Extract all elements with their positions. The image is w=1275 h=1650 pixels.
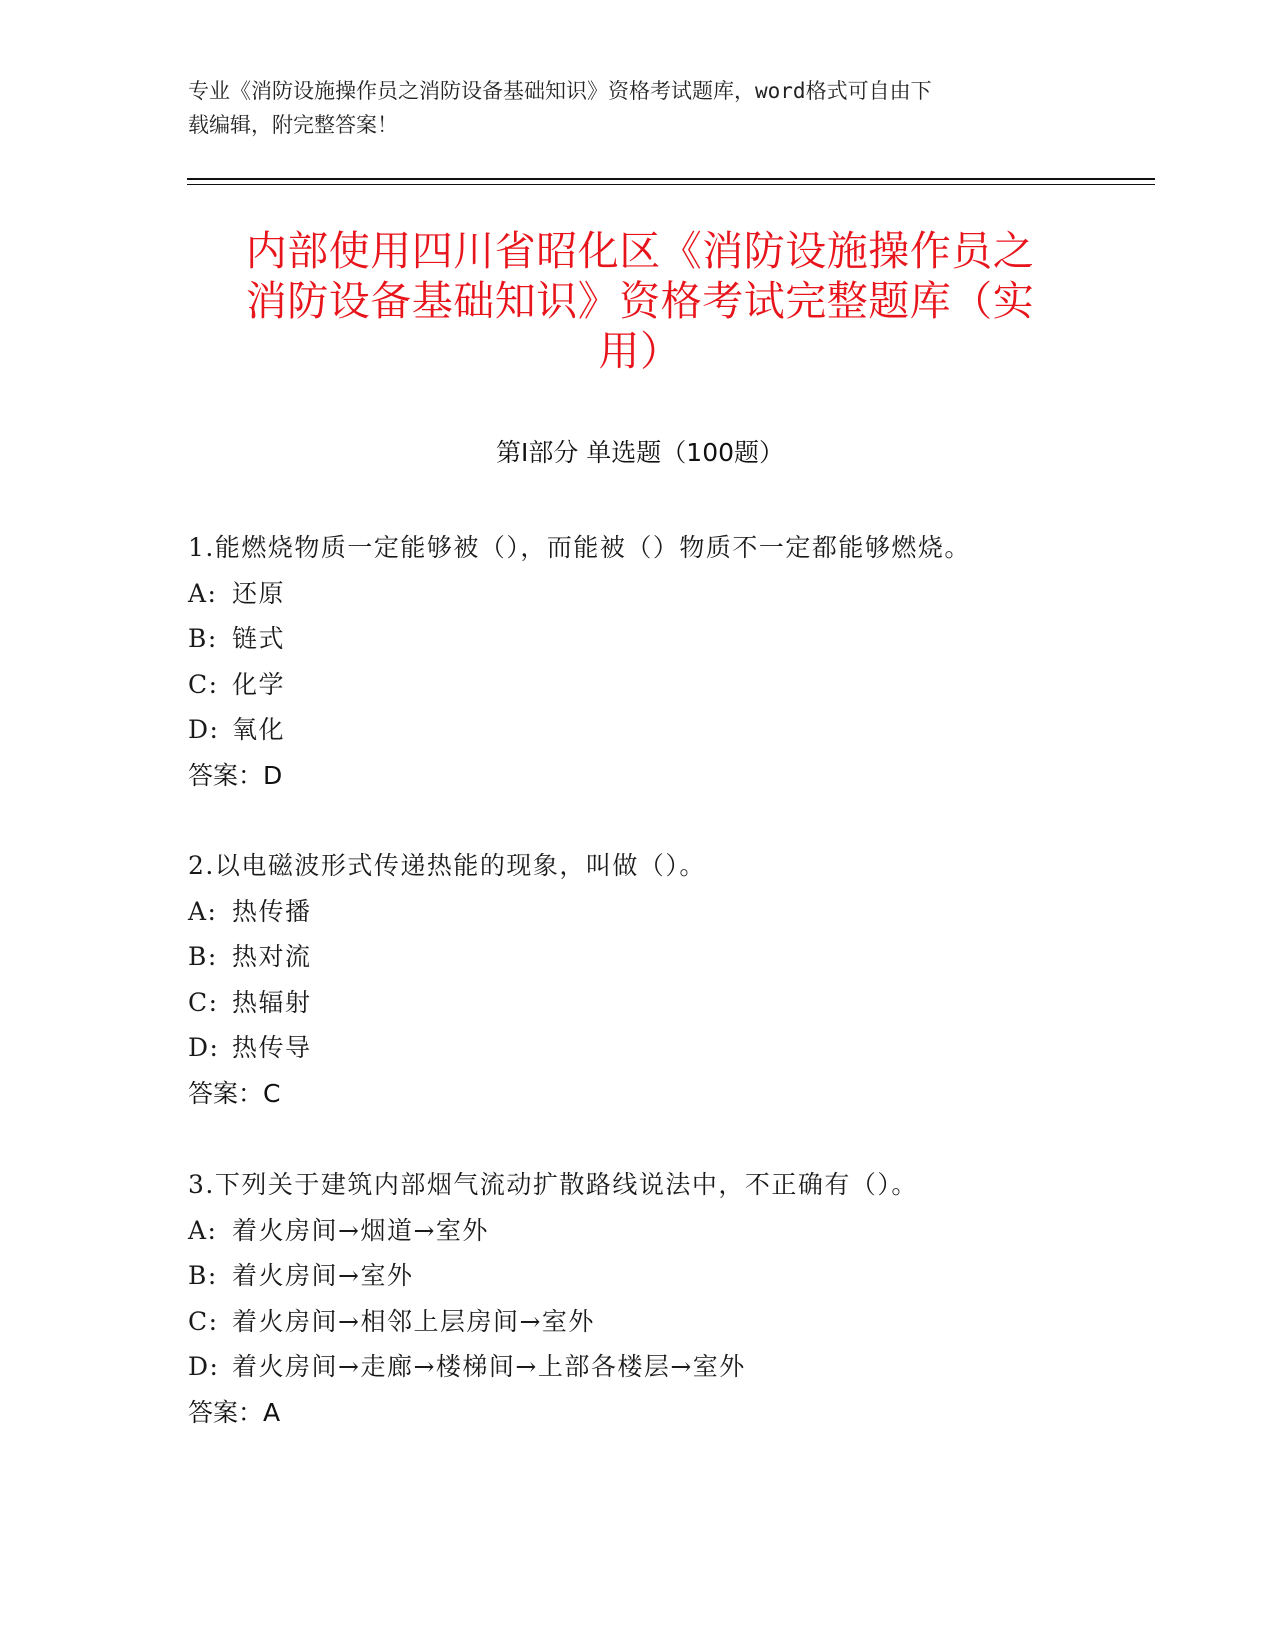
question-stem: 2.以电磁波形式传递热能的现象，叫做（）。 xyxy=(188,851,706,880)
question-1 xyxy=(188,525,1128,798)
document-title-line-1: 内部使用四川省昭化区《消防设施操作员之 xyxy=(245,227,1035,275)
option-key: A: xyxy=(188,896,218,926)
header-divider-thin xyxy=(187,184,1155,185)
document-title xyxy=(190,226,1090,376)
document-title-line-2: 消防设备基础知识》资格考试完整题库（实 xyxy=(245,277,1035,325)
header-note xyxy=(188,74,1088,142)
option-text: 着火房间→相邻上层房间→室外 xyxy=(232,1306,595,1336)
option-text: 热辐射 xyxy=(232,987,312,1017)
option-key: B: xyxy=(188,942,218,971)
option-key: A: xyxy=(188,1215,218,1245)
question-option-c xyxy=(188,980,1128,1026)
option-key: C: xyxy=(188,987,219,1017)
question-option-c xyxy=(188,662,1128,708)
question-stem: 3.下列关于建筑内部烟气流动扩散路线说法中，不正确有（）。 xyxy=(188,1170,918,1199)
question-option-b xyxy=(188,934,1128,980)
question-option-d xyxy=(188,1344,1128,1390)
question-option-c xyxy=(188,1299,1128,1345)
option-text: 热传导 xyxy=(232,1033,312,1062)
question-option-d xyxy=(188,1025,1128,1071)
question-option-d xyxy=(188,707,1128,753)
option-text: 着火房间→烟道→室外 xyxy=(232,1215,489,1245)
header-divider-thick xyxy=(187,178,1155,180)
option-key: B: xyxy=(188,624,218,653)
question-option-a xyxy=(188,1208,1128,1254)
header-note-line-2: 载编辑，附完整答案！ xyxy=(188,113,398,137)
option-key: D: xyxy=(188,715,220,744)
header-note-line-1: 专业《消防设施操作员之消防设备基础知识》资格考试题库，word格式可自由下 xyxy=(188,79,932,103)
option-text: 还原 xyxy=(232,578,286,608)
question-option-b xyxy=(188,616,1128,662)
option-text: 着火房间→走廊→楼梯间→上部各楼层→室外 xyxy=(232,1352,746,1381)
question-option-a xyxy=(188,571,1128,617)
option-key: D: xyxy=(188,1352,220,1381)
question-3 xyxy=(188,1162,1128,1435)
option-text: 着火房间→室外 xyxy=(232,1261,414,1290)
option-key: D: xyxy=(188,1033,220,1062)
option-key: A: xyxy=(188,578,218,608)
question-option-a xyxy=(188,889,1128,935)
option-text: 热对流 xyxy=(232,942,312,971)
document-title-line-3: 用） xyxy=(598,327,682,375)
question-2 xyxy=(188,843,1128,1116)
question-answer: 答案：A xyxy=(188,1397,281,1427)
option-text: 热传播 xyxy=(232,896,312,926)
option-text: 氧化 xyxy=(232,715,286,744)
option-text: 化学 xyxy=(232,669,286,699)
section-heading: 第Ⅰ部分 单选题（100题） xyxy=(495,438,785,467)
question-stem: 1.能燃烧物质一定能够被（），而能被（）物质不一定都能够燃烧。 xyxy=(188,533,971,562)
option-text: 链式 xyxy=(232,624,286,653)
question-answer: 答案：C xyxy=(188,1078,281,1108)
question-answer: 答案：D xyxy=(188,760,283,790)
option-key: C: xyxy=(188,669,219,699)
option-key: B: xyxy=(188,1261,218,1290)
question-option-b xyxy=(188,1253,1128,1299)
option-key: C: xyxy=(188,1306,219,1336)
